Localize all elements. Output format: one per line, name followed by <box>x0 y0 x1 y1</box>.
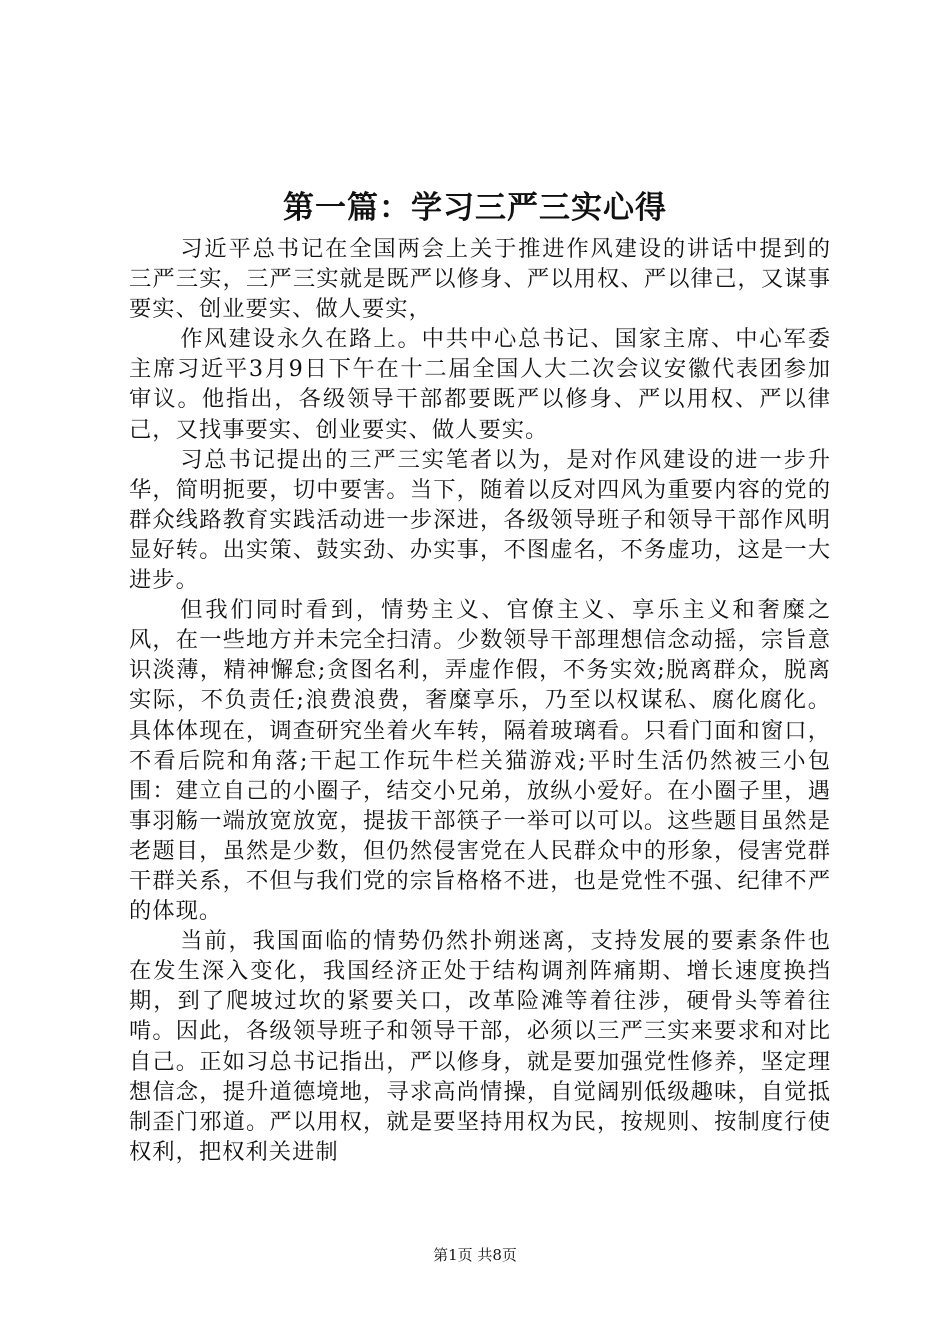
document-body <box>129 234 831 1167</box>
paragraph-2: 作风建设永久在路上。中共中心总书记、国家主席、中心军委主席习近平3月9日下午在十二届全国人大二次会议安徽代表团参加审议。他指出，各级领导干部都要既严以修身、严以用权、严以律己，又找事要实、创业要实、做人要实。 <box>129 326 831 443</box>
paragraph-1: 习近平总书记在全国两会上关于推进作风建设的讲话中提到的三严三实，三严三实就是既严以修身、严以用权、严以律己，又谋事要实、创业要实、做人要实， <box>129 236 831 323</box>
paragraph-3: 习总书记提出的三严三实笔者以为，是对作风建设的进一步升华，简明扼要，切中要害。当下，随着以反对四风为重要内容的党的群众线路教育实践活动进一步深进，各级领导班子和领导干部作风明显好转。出实策、鼓实劲、办实事，不图虚名，不务虚功，这是一大进步。 <box>129 446 831 594</box>
page-number-footer: 第1页 共8页 <box>433 1246 517 1264</box>
paragraph-5: 当前，我国面临的情势仍然扑朔迷离，支持发展的要素条件也在发生深入变化，我国经济正处于结构调剂阵痛期、增长速度换挡期，到了爬坡过坎的紧要关口，改革险滩等着往涉，硬骨头等着往啃。因此，各级领导班子和领导干部，必须以三严三实来要求和对比自己。正如习总书记指出，严以修身，就是要加强党性修养，坚定理想信念，提升道德境地，寻求高尚情操，自觉阔别低级趣味，自觉抵制歪门邪道。严以用权，就是要坚持用权为民，按规则、按制度行使权利，把权利关进制 <box>129 928 831 1165</box>
document-title: 第一篇：学习三严三实心得 <box>283 190 667 226</box>
paragraph-4: 但我们同时看到，情势主义、官僚主义、享乐主义和奢糜之风，在一些地方并未完全扫清。少数领导干部理想信念动摇，宗旨意识淡薄，精神懈怠;贪图名利，弄虚作假，不务实效;脱离群众，脱离实际，不负责任;浪费浪费，奢糜享乐，乃至以权谋私、腐化腐化。具体体现在，调查研究坐着火车转，隔着玻璃看。只看门面和窗口，不看后院和角落;干起工作玩牛栏关猫游戏;平时生活仍然被三小包围：建立自己的小圈子，结交小兄弟，放纵小爱好。在小圈子里，遇事羽觞一端放宽放宽，提拔干部筷子一举可以可以。这些题目虽然是老题目，虽然是少数，但仍然侵害党在人民群众中的形象，侵害党群干群关系，不但与我们党的宗旨格格不进，也是党性不强、纪律不严的体现。 <box>129 597 831 925</box>
